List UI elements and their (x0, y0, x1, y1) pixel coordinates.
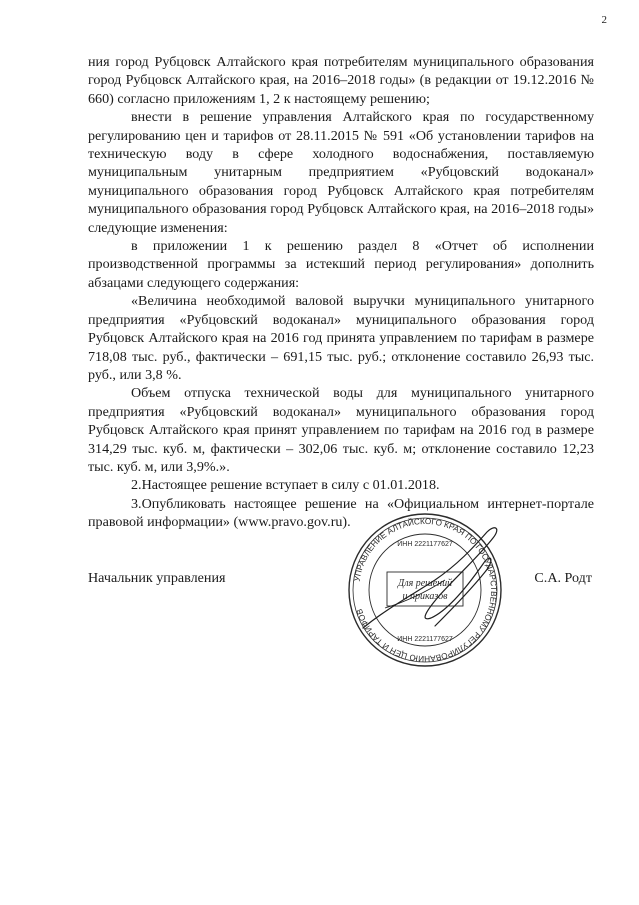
stamp-center-line1: Для решений (397, 578, 453, 589)
paragraph-continuation: ния город Рубцовск Алтайского края потребителям муниципального образования город Рубцовск Алтайского края, на 2016–2018 годы» (в редакции от 19.12.2016 № 660) согласно приложениям 1, 2 к настоящему решению; (88, 54, 594, 107)
stamp-inn-top: ИНН 2221177627 (397, 541, 453, 548)
page-number: 2 (601, 14, 607, 26)
signatory-title: Начальник управления (88, 570, 226, 586)
document-body (88, 53, 594, 532)
signature-block (88, 570, 594, 590)
paragraph-publication: 3.Опубликовать настоящее решение на «Официальном интернет-портале правовой информации» (www.pravo.gov.ru). (88, 495, 594, 531)
paragraph-amendment-intro: внести в решение управления Алтайского края по государственному регулированию цен и тарифов от 28.11.2015 № 591 «Об установлении тарифов на техническую воду в сфере холодного водоснабжения, поставляемую муниципальным унитарным предприятием «Рубцовский водоканал» муниципального образования город Рубцовск Алтайского края потребителям муниципального образования город Рубцовск Алтайского края, на 2016–2018 годы» следующие изменения: (88, 109, 594, 236)
signatory-name: С.А. Родт (534, 570, 592, 586)
paragraph-revenue-report: «Величина необходимой валовой выручки муниципального унитарного предприятия «Рубцовский водоканал» муниципального образования город Рубцовск Алтайского края на 2016 год принята управлением по тарифам в размере 718,08 тыс. руб., фактически – 691,15 тыс. руб.; отклонение составило 26,93 тыс. руб., или 3,8 %. (88, 293, 594, 383)
stamp-center-line2: и приказов (402, 591, 448, 602)
stamp-outer-text: УПРАВЛЕНИЕ АЛТАЙСКОГО КРАЯ ПО ГОСУДАРСТВЕННОМУ РЕГУЛИРОВАНИЮ ЦЕН И ТАРИФОВ (352, 516, 499, 664)
official-stamp (345, 510, 505, 670)
paragraph-appendix-change: в приложении 1 к решению раздел 8 «Отчет об исполнении производственной программы за истекший период регулирования» дополнить абзацами следующего содержания: (88, 238, 594, 291)
paragraph-water-volume-report: Объем отпуска технической воды для муниципального унитарного предприятия «Рубцовский водоканал» муниципального образования город Рубцовск Алтайского края принят управлением по тарифам на 2016 год в размере 314,29 тыс. куб. м, фактически – 302,06 тыс. куб. м; отклонение составило 12,23 тыс. куб. м, или 3,9%.». (88, 385, 594, 475)
paragraph-effective-date: 2.Настоящее решение вступает в силу с 01.01.2018. (131, 477, 440, 494)
stamp-inn-bottom: ИНН 2221177627 (397, 636, 453, 643)
